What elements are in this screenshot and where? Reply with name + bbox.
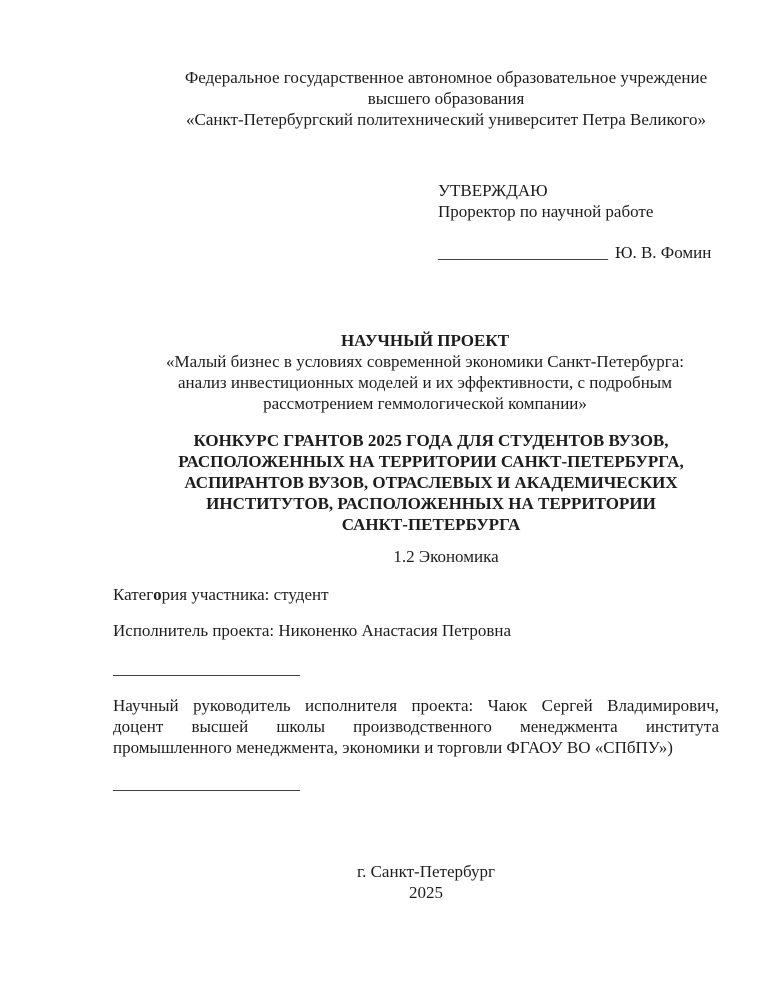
project-title-line-2: анализ инвестиционных моделей и их эффективности, с подробным bbox=[178, 373, 672, 392]
approval-signature-row bbox=[438, 242, 711, 263]
contest-title-line-1: КОНКУРС ГРАНТОВ 2025 ГОДА ДЛЯ СТУДЕНТОВ ВУЗОВ, bbox=[193, 431, 669, 450]
contest-title-line-5: САНКТ-ПЕТЕРБУРГА bbox=[341, 515, 521, 534]
university-header-line-1: Федеральное государственное автономное образовательное учреждение bbox=[184, 68, 708, 87]
supervisor-line-2: доцент высшей школы производственного менеджмента института bbox=[113, 717, 719, 736]
footer-year: 2025 bbox=[409, 883, 443, 902]
contest-title-line-3: АСПИРАНТОВ ВУЗОВ, ОТРАСЛЕВЫХ И АКАДЕМИЧЕСКИХ bbox=[184, 473, 678, 492]
footer bbox=[113, 861, 739, 903]
approver-title: Проректор по научной работе bbox=[438, 202, 654, 221]
participant-category-text-2: рия участника: студент bbox=[161, 585, 329, 604]
participant-category-text-1: Катег bbox=[113, 585, 154, 604]
supervisor-line-1: Научный руководитель исполнителя проекта: Чаюк Сергей Владимирович, bbox=[113, 696, 719, 715]
participant-category bbox=[113, 584, 329, 605]
contest-title-line-2: РАСПОЛОЖЕННЫХ НА ТЕРРИТОРИИ САНКТ-ПЕТЕРБУРГА, bbox=[178, 452, 684, 471]
participant-category-bold-letter: о bbox=[153, 585, 162, 604]
project-heading: НАУЧНЫЙ ПРОЕКТ bbox=[340, 331, 510, 350]
university-header-line-2: высшего образования bbox=[367, 89, 525, 108]
university-header-line-3: «Санкт-Петербургский политехнический университет Петра Великого» bbox=[186, 110, 706, 129]
section-label: 1.2 Экономика bbox=[393, 547, 499, 566]
project-title-line-3: рассмотрением геммологической компании» bbox=[263, 394, 587, 413]
footer-city: г. Санкт-Петербург bbox=[357, 862, 495, 881]
supervisor-paragraph bbox=[113, 695, 719, 758]
contest-title-line-4: ИНСТИТУТОВ, РАСПОЛОЖЕННЫХ НА ТЕРРИТОРИИ bbox=[206, 494, 656, 513]
supervisor-signature-line: ______________________ bbox=[113, 774, 300, 793]
approver-name: Ю. В. Фомин bbox=[615, 243, 712, 262]
university-header bbox=[167, 67, 725, 130]
executor-signature-line: ______________________ bbox=[113, 659, 300, 678]
supervisor-line-3: промышленного менеджмента, экономики и торговли ФГАОУ ВО «СПбПУ») bbox=[113, 738, 673, 757]
approval-signature-line: ____________________ bbox=[438, 243, 608, 262]
approval-word: УТВЕРЖДАЮ bbox=[438, 181, 548, 200]
project-executor: Исполнитель проекта: Никоненко Анастасия Петровна bbox=[113, 621, 512, 640]
contest-title bbox=[113, 430, 749, 535]
project-title-line-1: «Малый бизнес в условиях современной экономики Санкт-Петербурга: bbox=[166, 352, 684, 371]
project-title bbox=[113, 351, 737, 414]
approval-block bbox=[438, 180, 711, 263]
